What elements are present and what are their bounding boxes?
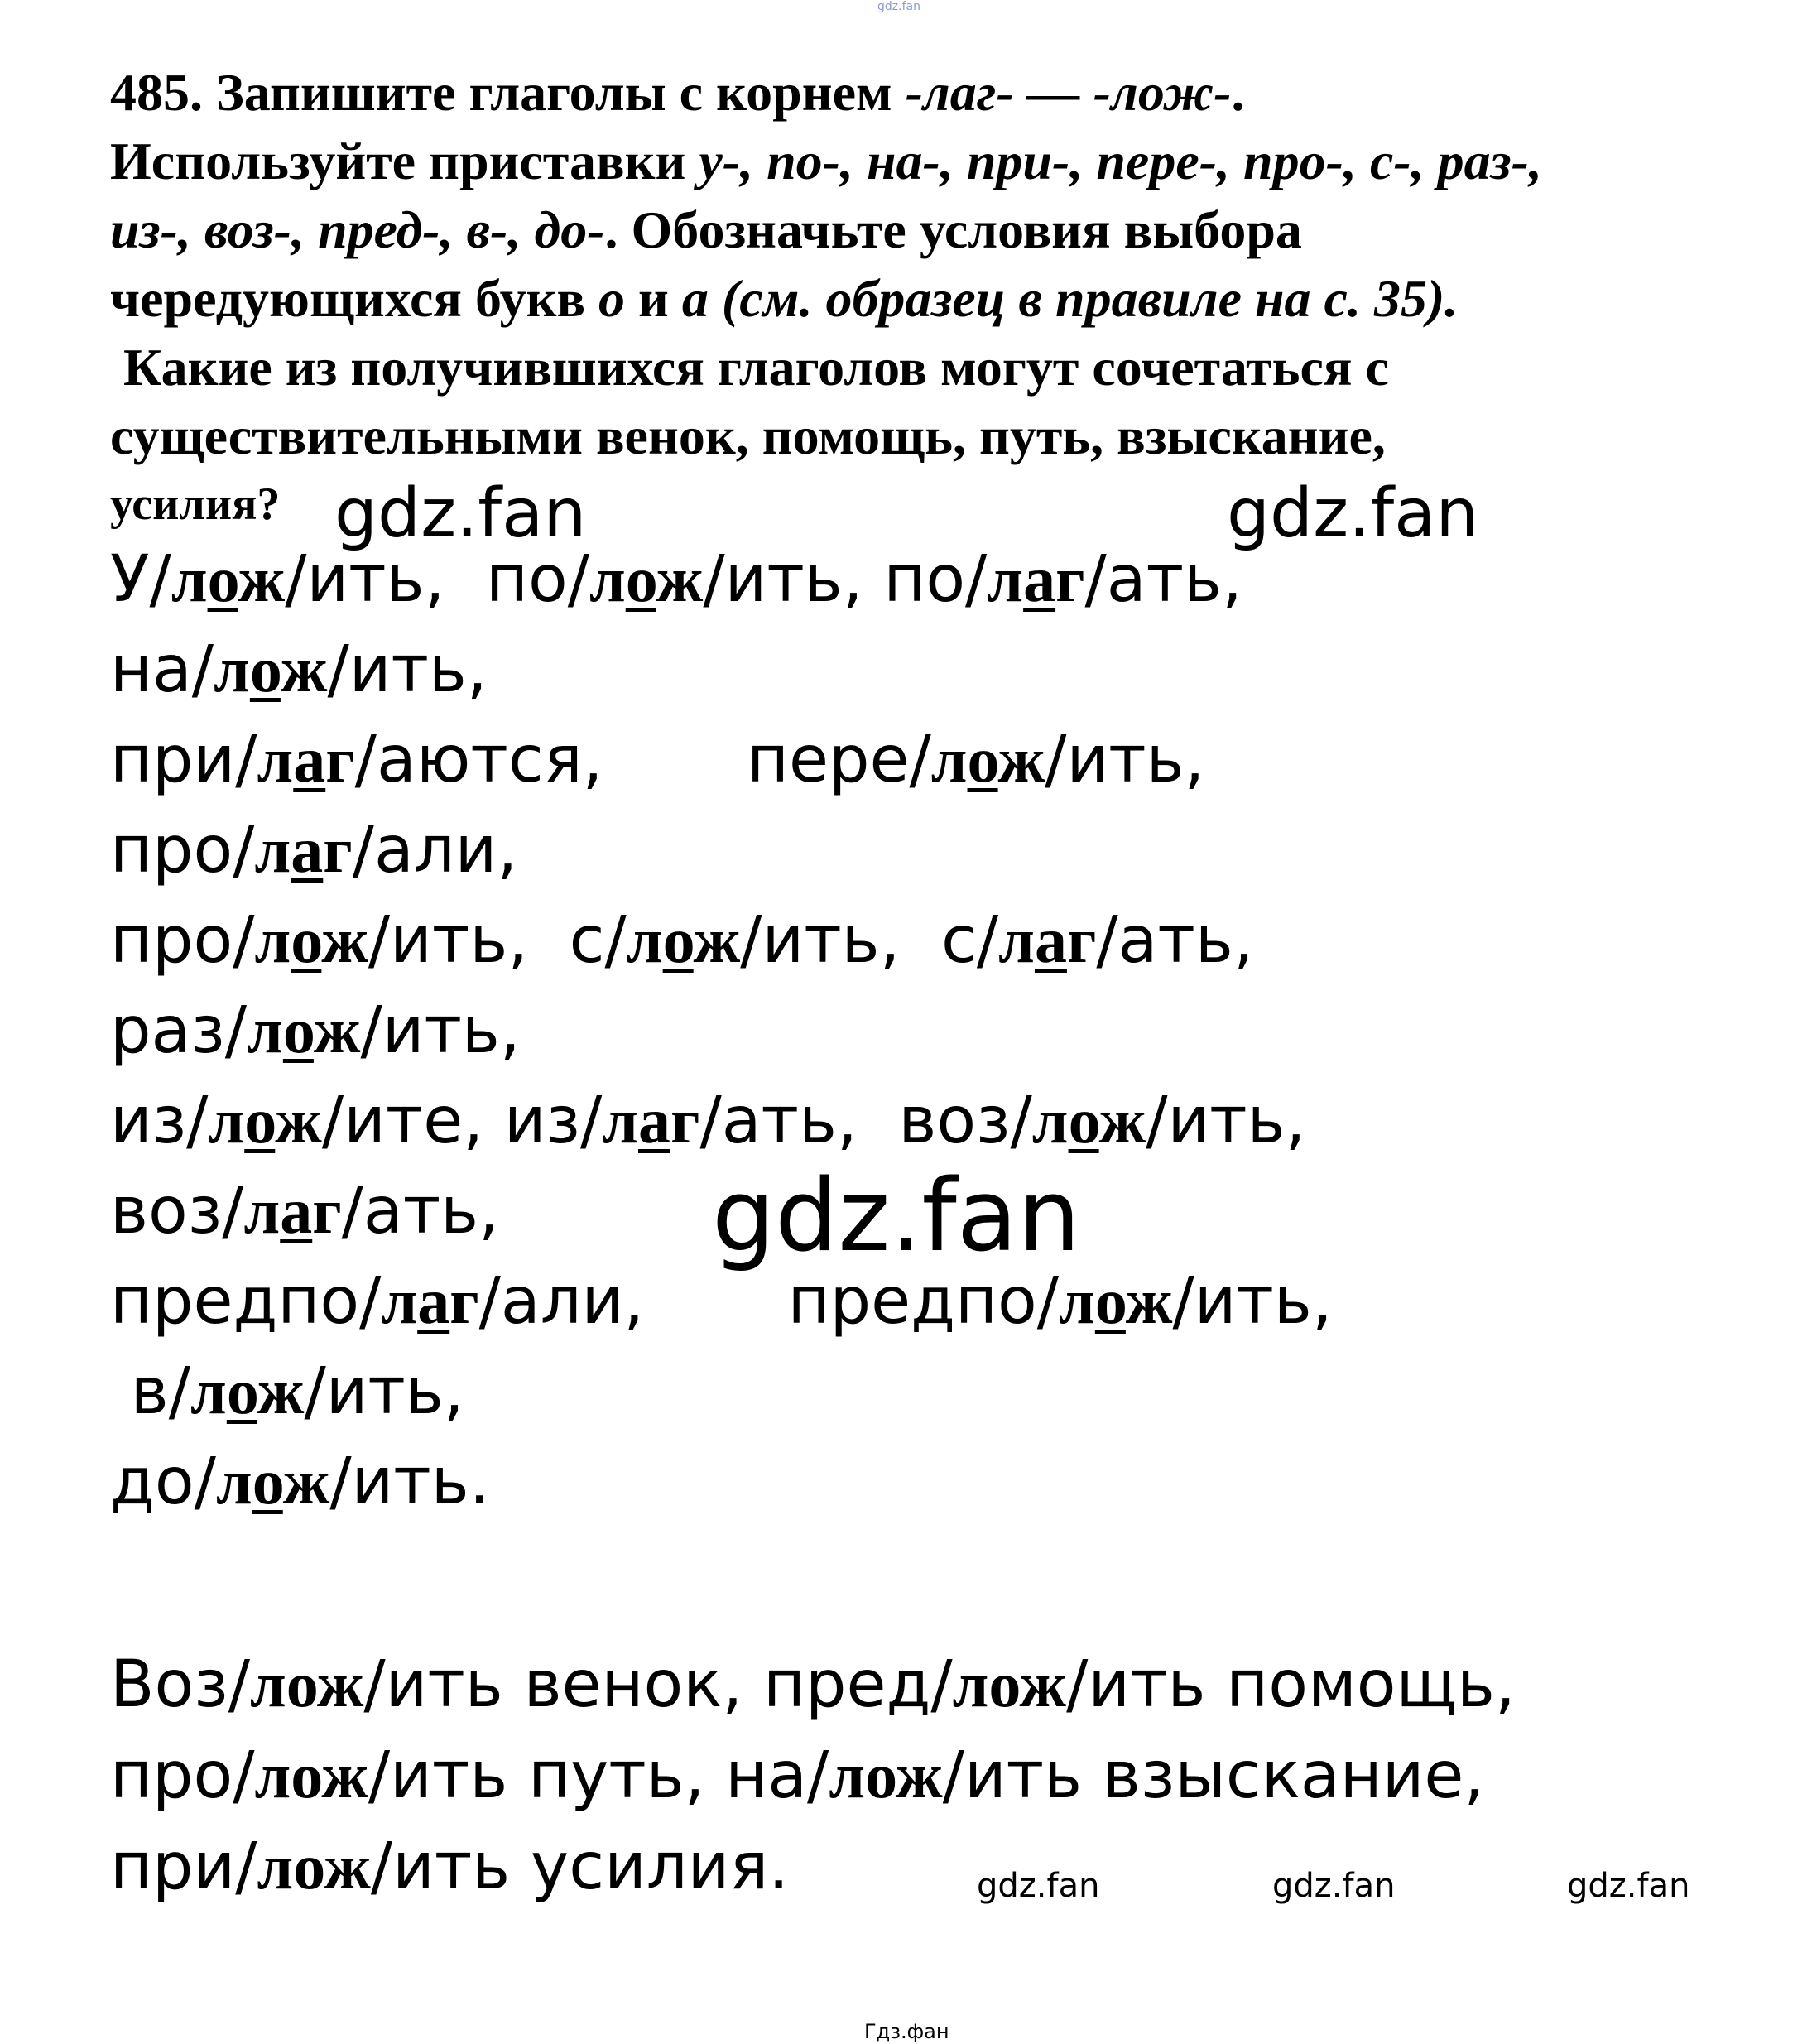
task-line-5: Какие из получившихся глаголов могут сочетаться с bbox=[110, 338, 1389, 397]
verb-root bbox=[987, 543, 1084, 615]
verb-prefix: с/ bbox=[569, 903, 627, 978]
root-consonant: г bbox=[312, 1175, 342, 1247]
verb-root bbox=[171, 543, 285, 615]
answer-row bbox=[110, 534, 1333, 624]
verb-suffix: /ить, bbox=[304, 1354, 464, 1429]
verb-prefix: из/ bbox=[503, 1084, 603, 1158]
root-consonant: л bbox=[1031, 1085, 1069, 1157]
root-vowel: о bbox=[1068, 1085, 1099, 1157]
root-consonant: л bbox=[243, 1175, 281, 1247]
verb-suffix: /али, bbox=[478, 1264, 788, 1339]
phrase-prefix: на/ bbox=[725, 1739, 829, 1813]
verb-suffix: /ить, bbox=[1146, 1084, 1306, 1158]
phrase-rest: /ить взыскание, bbox=[942, 1739, 1485, 1813]
phrase bbox=[110, 1830, 789, 1904]
phrase bbox=[725, 1739, 1484, 1813]
phrase bbox=[110, 1647, 763, 1722]
root-vowel: а bbox=[280, 1175, 313, 1247]
watermark-5: gdz.fan bbox=[1272, 1867, 1396, 1905]
root-consonant: ж bbox=[1098, 1085, 1146, 1157]
verb-word bbox=[747, 723, 1204, 797]
phrase bbox=[763, 1647, 1516, 1722]
verb-root bbox=[190, 1355, 304, 1427]
root-consonant: л bbox=[215, 1445, 252, 1517]
verb-word bbox=[941, 903, 1254, 978]
verb-word bbox=[110, 1174, 499, 1248]
verb-root bbox=[243, 1175, 341, 1247]
verb-root bbox=[931, 724, 1045, 796]
verb-root bbox=[1059, 1265, 1172, 1337]
verb-suffix: /али, bbox=[352, 813, 518, 887]
footer-text: Гдз.фан bbox=[864, 2020, 949, 2043]
watermark-1: gdz.fan bbox=[334, 474, 587, 553]
answer-row bbox=[110, 714, 1333, 805]
verb-prefix: в/ bbox=[110, 1354, 191, 1429]
root-consonant: л bbox=[987, 543, 1024, 615]
verb-prefix: про/ bbox=[110, 903, 255, 978]
verb-suffix: /ать, bbox=[1084, 542, 1242, 617]
root-consonant: л bbox=[247, 994, 283, 1066]
verb-prefix: раз/ bbox=[110, 993, 248, 1068]
root-consonant: ж bbox=[275, 1085, 322, 1157]
verb-root bbox=[216, 1445, 329, 1517]
verb-prefix: предпо/ bbox=[787, 1264, 1060, 1339]
answer-row bbox=[110, 895, 1333, 985]
phrase-root: лож bbox=[254, 1739, 368, 1811]
verb-suffix: /ить, bbox=[1172, 1264, 1333, 1339]
task-line-7: усилия? bbox=[110, 479, 281, 530]
verb-suffix: /ить, bbox=[703, 542, 884, 617]
answer-row bbox=[110, 1346, 1333, 1436]
root-consonant: ж bbox=[313, 994, 361, 1066]
root-consonant: ж bbox=[282, 1445, 330, 1517]
verb-prefix: по/ bbox=[485, 542, 589, 617]
verb-word bbox=[898, 1084, 1305, 1158]
root-vowel: а bbox=[291, 814, 324, 886]
root-consonant: г bbox=[1066, 904, 1097, 976]
verb-prefix: У/ bbox=[110, 542, 171, 617]
verb-suffix: /ать, bbox=[341, 1174, 499, 1248]
verb-root bbox=[257, 724, 354, 796]
root-vowel: а bbox=[1023, 543, 1056, 615]
verb-word bbox=[110, 813, 517, 887]
verb-suffix: /ить, bbox=[368, 903, 570, 978]
root-consonant: л bbox=[171, 543, 208, 615]
verb-root bbox=[627, 904, 740, 976]
verb-prefix: пере/ bbox=[747, 723, 931, 797]
verb-root bbox=[247, 994, 360, 1066]
root-consonant: ж bbox=[238, 543, 286, 615]
verb-root bbox=[381, 1265, 478, 1337]
phrase bbox=[110, 1739, 725, 1813]
phrase-root: лож bbox=[829, 1739, 943, 1811]
root-consonant: г bbox=[1055, 543, 1085, 615]
verb-word bbox=[110, 903, 570, 978]
watermark-6: gdz.fan bbox=[1567, 1867, 1690, 1905]
verb-root bbox=[998, 904, 1096, 976]
verb-root bbox=[1032, 1085, 1146, 1157]
verb-word bbox=[110, 993, 521, 1068]
summary-row bbox=[110, 1730, 1516, 1821]
root-consonant: г bbox=[323, 814, 353, 886]
answer-verbs bbox=[110, 534, 1333, 1527]
root-consonant: л bbox=[1059, 1265, 1095, 1337]
top-watermark: gdz.fan bbox=[877, 0, 920, 13]
root-vowel: о bbox=[226, 1355, 257, 1427]
phrase-prefix: Воз/ bbox=[110, 1647, 250, 1722]
root-consonant: ж bbox=[656, 543, 704, 615]
verb-prefix: на/ bbox=[110, 632, 214, 707]
phrase-rest: /ить помощь, bbox=[1066, 1647, 1516, 1722]
phrase-rest: /ить венок, bbox=[363, 1647, 763, 1722]
phrase-root: лож bbox=[250, 1648, 364, 1720]
verb-word bbox=[110, 723, 747, 797]
verb-word bbox=[570, 903, 941, 978]
root-consonant: л bbox=[589, 543, 626, 615]
verb-prefix: предпо/ bbox=[110, 1264, 382, 1339]
verb-word bbox=[504, 1084, 899, 1158]
root-consonant: ж bbox=[280, 633, 328, 705]
verb-word bbox=[110, 1264, 788, 1339]
root-vowel: а bbox=[417, 1265, 450, 1337]
root-consonant: ж bbox=[997, 724, 1045, 796]
answer-row bbox=[110, 985, 1333, 1075]
verb-prefix: из/ bbox=[110, 1084, 209, 1158]
answer-row bbox=[110, 1436, 1333, 1527]
verb-root bbox=[589, 543, 703, 615]
task-line-6: существительными венок, помощь, путь, взыскание, bbox=[110, 406, 1386, 465]
root-vowel: а bbox=[1034, 904, 1067, 976]
root-consonant: л bbox=[626, 904, 663, 976]
root-consonant: л bbox=[254, 904, 291, 976]
verb-prefix: по/ bbox=[883, 542, 988, 617]
verb-word bbox=[110, 1084, 504, 1158]
verb-prefix: про/ bbox=[110, 813, 255, 887]
root-consonant: г bbox=[449, 1265, 479, 1337]
task-line-3: из-, воз-, пред-, в-, до-. Обозначьте условия выбора bbox=[110, 200, 1302, 259]
root-consonant: л bbox=[381, 1265, 418, 1337]
phrase-rest: /ить усилия. bbox=[370, 1830, 790, 1904]
phrase-root: лож bbox=[952, 1648, 1067, 1720]
verb-suffix: /аются, bbox=[354, 723, 747, 797]
verb-suffix: /ить, bbox=[360, 993, 521, 1068]
verb-suffix: /ите, bbox=[321, 1084, 504, 1158]
root-vowel: о bbox=[967, 724, 998, 796]
verb-prefix: при/ bbox=[110, 723, 257, 797]
answer-row bbox=[110, 1075, 1333, 1166]
root-consonant: ж bbox=[321, 904, 368, 976]
verb-suffix: /ать, bbox=[699, 1084, 899, 1158]
root-consonant: ж bbox=[1125, 1265, 1173, 1337]
root-vowel: о bbox=[249, 633, 281, 705]
root-vowel: о bbox=[625, 543, 656, 615]
root-consonant: ж bbox=[693, 904, 741, 976]
summary-row bbox=[110, 1639, 1516, 1730]
verb-word bbox=[788, 1264, 1333, 1339]
root-vowel: а bbox=[293, 724, 326, 796]
root-vowel: о bbox=[291, 904, 322, 976]
task-line-4: чередующихся букв о и а (см. образец в правиле на с. 35). bbox=[110, 269, 1459, 328]
answer-row bbox=[110, 624, 1333, 714]
answer-row bbox=[110, 805, 1333, 895]
root-vowel: о bbox=[207, 543, 238, 615]
verb-prefix: с/ bbox=[941, 903, 999, 978]
root-vowel: о bbox=[252, 1445, 283, 1517]
verb-suffix: /ать, bbox=[1096, 903, 1254, 978]
phrase-prefix: при/ bbox=[110, 1830, 257, 1904]
root-consonant: л bbox=[208, 1085, 245, 1157]
root-vowel: о bbox=[244, 1085, 276, 1157]
root-consonant: ж bbox=[257, 1355, 305, 1427]
root-vowel: о bbox=[662, 904, 694, 976]
root-consonant: г bbox=[325, 724, 355, 796]
verb-word bbox=[883, 542, 1242, 617]
watermark-2: gdz.fan bbox=[1227, 474, 1479, 553]
verb-suffix: /ить, bbox=[285, 542, 486, 617]
verb-suffix: /ить, bbox=[327, 632, 488, 707]
phrase-rest: /ить путь, bbox=[368, 1739, 726, 1813]
root-consonant: л bbox=[998, 904, 1035, 976]
verb-root bbox=[214, 633, 327, 705]
root-consonant: л bbox=[254, 814, 291, 886]
root-consonant: л bbox=[930, 724, 968, 796]
verb-word bbox=[110, 542, 486, 617]
phrase-prefix: про/ bbox=[110, 1739, 255, 1813]
task-text bbox=[110, 58, 1733, 539]
root-consonant: г bbox=[670, 1085, 700, 1157]
root-vowel: а bbox=[638, 1085, 671, 1157]
verb-prefix: до/ bbox=[110, 1445, 216, 1519]
phrase-prefix: пред/ bbox=[762, 1647, 953, 1722]
root-consonant: л bbox=[190, 1355, 227, 1427]
verb-prefix: воз/ bbox=[898, 1084, 1032, 1158]
verb-word bbox=[110, 1445, 490, 1519]
root-consonant: л bbox=[214, 633, 250, 705]
verb-root bbox=[208, 1085, 321, 1157]
root-consonant: л bbox=[257, 724, 294, 796]
root-vowel: о bbox=[282, 994, 314, 1066]
verb-word bbox=[110, 1354, 464, 1429]
verb-root bbox=[602, 1085, 699, 1157]
verb-word bbox=[486, 542, 883, 617]
verb-suffix: /ить, bbox=[1045, 723, 1205, 797]
task-line-2: Используйте приставки у-, по-, на-, при-, пере-, про-, с-, раз-, bbox=[110, 132, 1542, 190]
verb-prefix: воз/ bbox=[110, 1174, 244, 1248]
task-line-1: 485. Запишите глаголы с корнем -лаг- — -лож-. bbox=[110, 63, 1245, 122]
root-consonant: л bbox=[602, 1085, 639, 1157]
verb-root bbox=[255, 814, 353, 886]
verb-suffix: /ить, bbox=[740, 903, 941, 978]
verb-root bbox=[255, 904, 368, 976]
phrase-root: лож bbox=[257, 1830, 371, 1902]
verb-word bbox=[110, 632, 488, 707]
watermark-4: gdz.fan bbox=[977, 1867, 1100, 1905]
root-vowel: о bbox=[1094, 1265, 1126, 1337]
verb-suffix: /ить. bbox=[329, 1445, 490, 1519]
watermark-3: gdz.fan bbox=[712, 1159, 1081, 1274]
